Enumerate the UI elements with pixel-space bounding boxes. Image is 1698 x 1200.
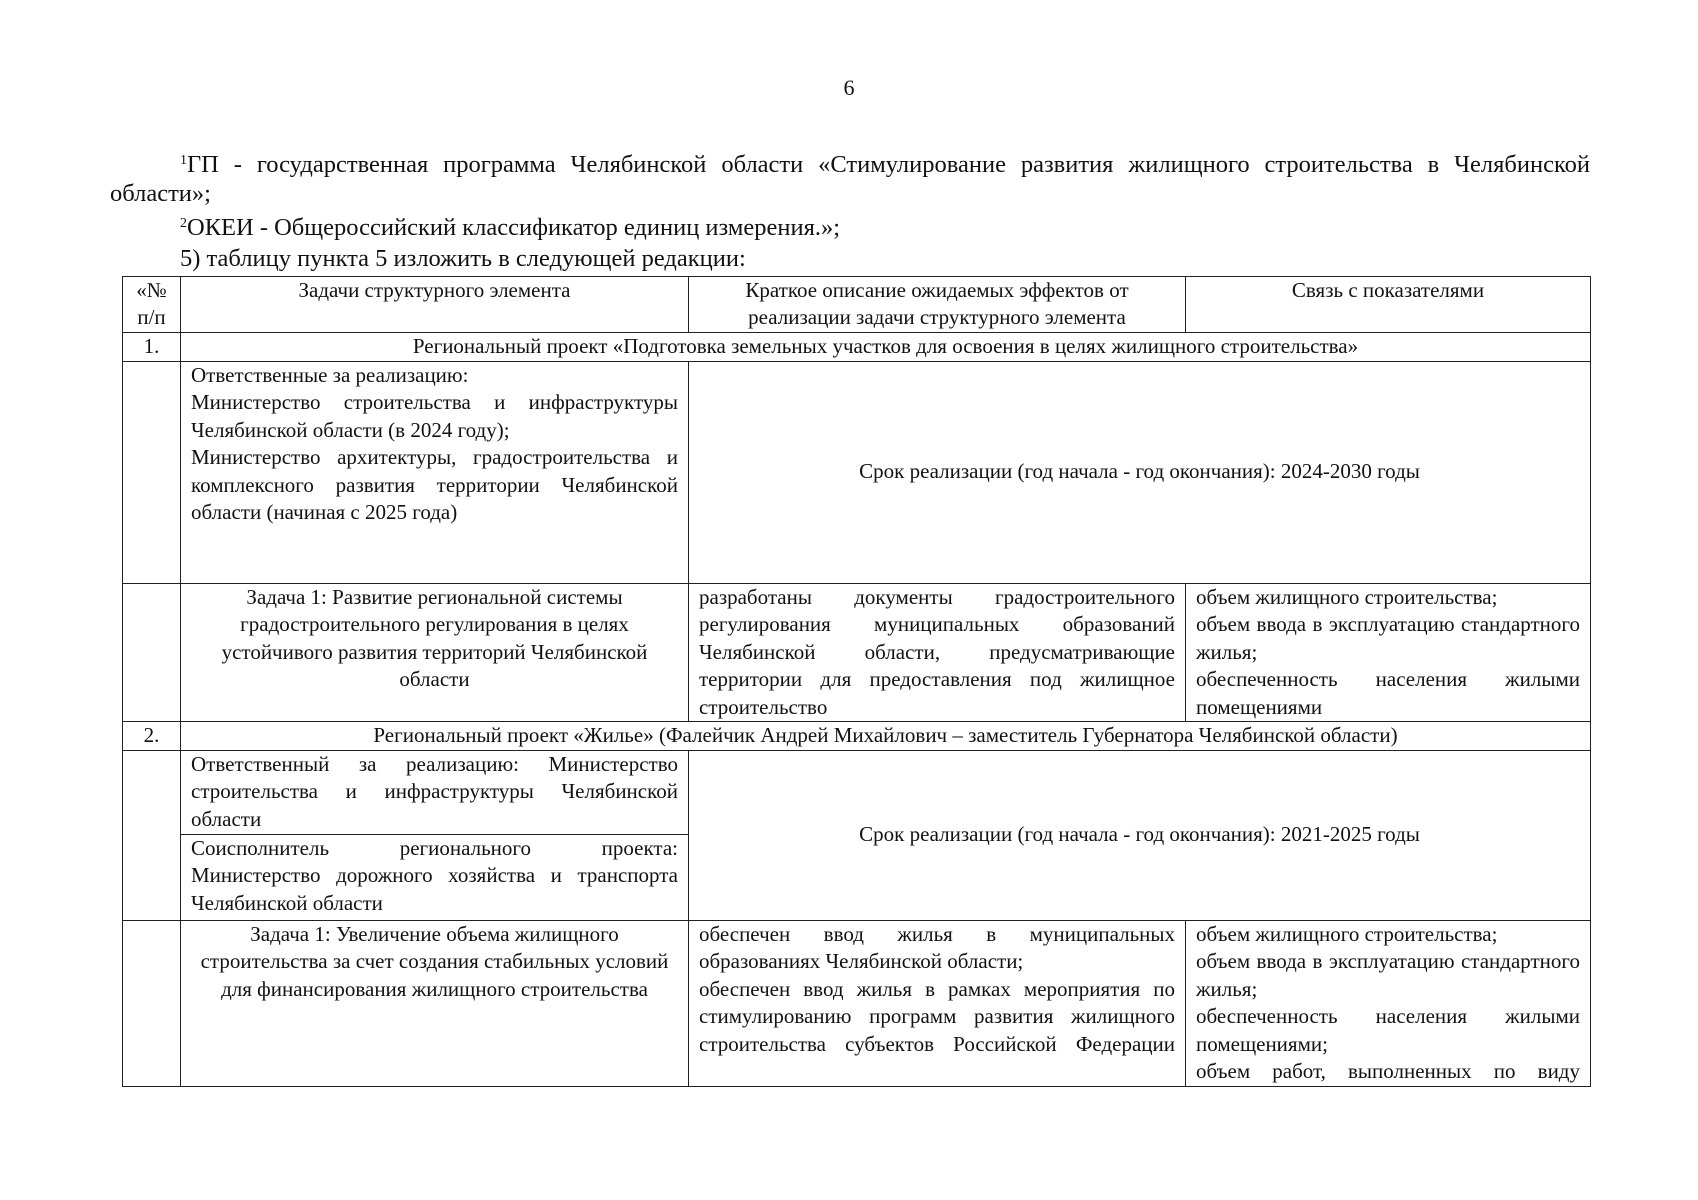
empty-cell xyxy=(123,750,181,920)
footnote-2-mark: 2 xyxy=(180,216,187,231)
section-2-task: Задача 1: Увеличение объема жилищного строительства за счет создания стабильных условий для финансирования жилищного строительства xyxy=(181,920,689,1086)
header-effects: Краткое описание ожидаемых эффектов от реализации задачи структурного элемента xyxy=(689,277,1186,333)
section-2-coexecutor: Соисполнитель регионального проекта: Министерство дорожного хозяйства и транспорта Челябинской области xyxy=(191,835,678,915)
section-1-link-1: объем жилищного строительства; xyxy=(1196,584,1498,609)
section-1-resp-line-2: Министерство строительства и инфраструктуры Челябинской области (в 2024 году); xyxy=(191,390,678,442)
section-2-responsible: Ответственный за реализацию: Министерство строительства и инфраструктуры Челябинской области xyxy=(181,751,688,835)
section-1-task: Задача 1: Развитие региональной системы градостроительного регулирования в целях устойчивого развития территорий Челябинской области xyxy=(181,583,689,722)
section-1-responsible xyxy=(181,361,689,583)
empty-cell xyxy=(123,920,181,1086)
header-link: Связь с показателями xyxy=(1186,277,1591,333)
section-2-link xyxy=(1186,920,1591,1086)
section-2-term: Срок реализации (год начала - год окончания): 2021-2025 годы xyxy=(689,750,1591,920)
section-1-link-2: объем ввода в эксплуатацию стандартного жилья; xyxy=(1196,612,1580,664)
section-1-title-row xyxy=(123,333,1591,362)
header-num: «№ п/п xyxy=(123,277,181,333)
footnote-1-text: ГП - государственная программа Челябинской области «Стимулирование развития жилищного строительства в Челябинской области»; xyxy=(110,151,1590,207)
empty-cell xyxy=(123,583,181,722)
footnote-1-mark: 1 xyxy=(180,153,187,168)
section-2-task-row xyxy=(123,920,1591,1086)
section-1-task-row xyxy=(123,583,1591,722)
section-2-responsible-cell xyxy=(181,750,689,920)
section-2-title: Региональный проект «Жилье» (Фалейчик Андрей Михайлович – заместитель Губернатора Челябинской области) xyxy=(181,722,1591,751)
section-2-title-row xyxy=(123,722,1591,751)
structural-elements-table xyxy=(122,276,1591,1087)
section-2-effect xyxy=(689,920,1186,1086)
section-2-effect-2: обеспечен ввод жилья в рамках мероприятия по стимулированию программ развития жилищного строительства субъектов Российской Федерации xyxy=(699,976,1175,1056)
section-2-link-4: объем работ, выполненных по виду xyxy=(1196,1059,1580,1083)
section-2-num: 2. xyxy=(123,722,181,751)
section-2-link-2: объем ввода в эксплуатацию стандартного жилья; xyxy=(1196,949,1580,1001)
section-1-link xyxy=(1186,583,1591,722)
section-1-num: 1. xyxy=(123,333,181,362)
instruction-text: 5) таблицу пункта 5 изложить в следующей редакции: xyxy=(180,245,746,272)
footnote-2 xyxy=(180,213,1580,242)
section-1-title: Региональный проект «Подготовка земельных участков для освоения в целях жилищного строительства» xyxy=(181,333,1591,362)
section-2-link-1: объем жилищного строительства; xyxy=(1196,921,1498,946)
empty-cell xyxy=(123,361,181,583)
section-1-term: Срок реализации (год начала - год окончания): 2024-2030 годы xyxy=(689,361,1591,583)
table-header-row xyxy=(123,277,1591,333)
footnote-2-text: ОКЕИ - Общероссийский классификатор единиц измерения.»; xyxy=(187,214,841,241)
section-1-link-3: обеспеченность населения жилыми помещениями xyxy=(1196,667,1580,719)
header-tasks: Задачи структурного элемента xyxy=(181,277,689,333)
footnote-1 xyxy=(110,150,1590,208)
section-2-link-3: обеспеченность населения жилыми помещениями; xyxy=(1196,1004,1580,1056)
section-1-responsible-row xyxy=(123,361,1591,583)
section-2-responsible-row xyxy=(123,750,1591,920)
section-1-resp-line-1: Ответственные за реализацию: xyxy=(191,362,469,387)
section-1-resp-line-3: Министерство архитектуры, градостроительства и комплексного развития территории Челябинской области (начиная с 2025 года) xyxy=(191,445,678,524)
section-2-effect-1: обеспечен ввод жилья в муниципальных образованиях Челябинской области; xyxy=(699,921,1175,973)
page-number: 6 xyxy=(843,75,855,100)
section-1-effect: разработаны документы градостроительного регулирования муниципальных образований Челябинской области, предусматривающие территории для предоставления под жилищное строительство xyxy=(689,583,1186,722)
